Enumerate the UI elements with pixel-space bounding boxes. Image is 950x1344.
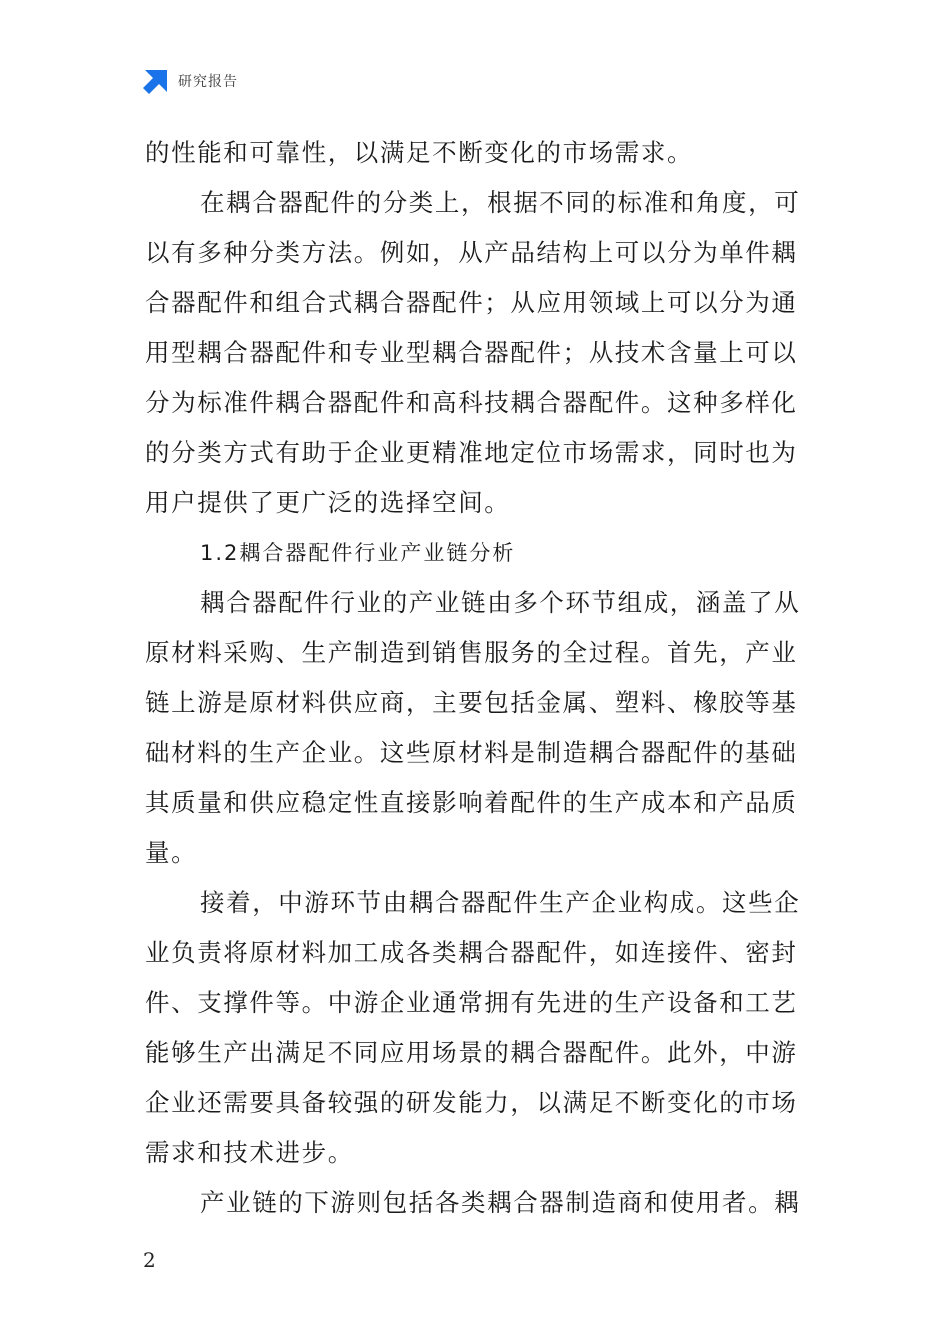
paragraph-line: 用型耦合器配件和专业型耦合器配件；从技术含量上可以: [145, 338, 798, 367]
paragraph-line: 的性能和可靠性，以满足不断变化的市场需求。: [145, 138, 694, 167]
paragraph-line: 的分类方式有助于企业更精准地定位市场需求，同时也为: [145, 438, 798, 467]
page-number: 2: [143, 1248, 156, 1272]
paragraph-line: 接着，中游环节由耦合器配件生产企业构成。这些企: [200, 888, 801, 917]
paragraph-line: 企业还需要具备较强的研发能力，以满足不断变化的市场: [145, 1088, 798, 1117]
document-body: [145, 128, 810, 1228]
paragraph-line: 产业链的下游则包括各类耦合器制造商和使用者。耦: [200, 1188, 801, 1217]
paragraph-line: 能够生产出满足不同应用场景的耦合器配件。此外，中游: [145, 1038, 798, 1067]
paragraph-line: 原材料采购、生产制造到销售服务的全过程。首先，产业: [145, 638, 798, 667]
paragraph-line: 用户提供了更广泛的选择空间。: [145, 488, 511, 517]
paragraph-line: 以有多种分类方法。例如，从产品结构上可以分为单件耦: [145, 238, 798, 267]
paragraph-line: 件、支撑件等。中游企业通常拥有先进的生产设备和工艺: [145, 988, 798, 1017]
arrow-up-right-icon: [142, 67, 170, 95]
paragraph-line: 合器配件和组合式耦合器配件；从应用领域上可以分为通: [145, 288, 798, 317]
paragraph-line: 其质量和供应稳定性直接影响着配件的生产成本和产品质: [145, 788, 798, 817]
paragraph-line: 需求和技术进步。: [145, 1138, 354, 1167]
paragraph-line: 业负责将原材料加工成各类耦合器配件，如连接件、密封: [145, 938, 798, 967]
paragraph-line: 在耦合器配件的分类上，根据不同的标准和角度，可: [200, 188, 801, 217]
paragraph-line: 链上游是原材料供应商，主要包括金属、塑料、橡胶等基: [145, 688, 798, 717]
paragraph-line: 量。: [145, 838, 198, 867]
paragraph-line: 础材料的生产企业。这些原材料是制造耦合器配件的基础: [145, 738, 798, 767]
paragraph-line: 耦合器配件行业的产业链由多个环节组成，涵盖了从: [200, 588, 801, 617]
header-title: 研究报告: [178, 74, 238, 90]
page-header: [142, 66, 238, 96]
paragraph-line: 分为标准件耦合器配件和高科技耦合器配件。这种多样化: [145, 388, 798, 417]
section-heading: 1.2耦合器配件行业产业链分析: [200, 541, 516, 565]
